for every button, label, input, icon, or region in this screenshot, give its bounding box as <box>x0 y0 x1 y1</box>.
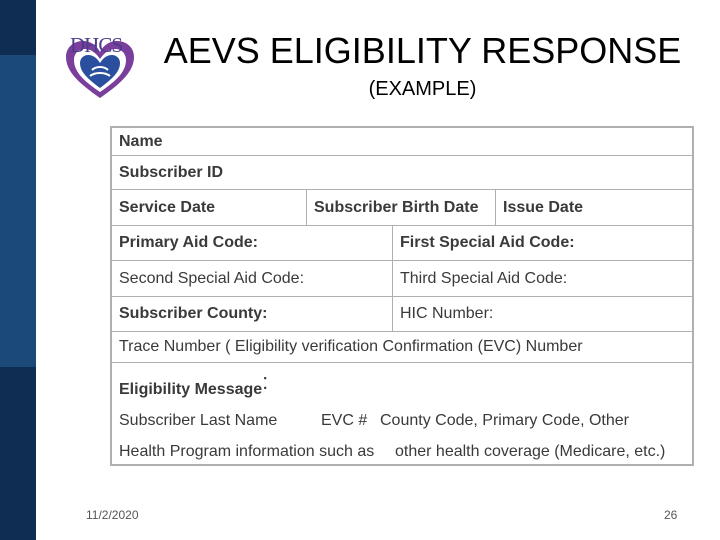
service-date-label: Service Date <box>119 198 216 216</box>
sidebar-band-middle <box>0 55 36 367</box>
subscriber-county-label: Subscriber County: <box>119 305 268 322</box>
row-trace-number <box>112 332 692 363</box>
row-aid-codes-1 <box>112 226 692 261</box>
name-label: Name <box>119 132 163 150</box>
third-special-aid-code-label: Third Special Aid Code: <box>392 261 692 296</box>
subscriber-birth-date-label: Subscriber Birth Date <box>306 190 495 225</box>
sidebar-band-bottom <box>0 367 36 540</box>
first-special-aid-code-label: First Special Aid Code: <box>392 226 692 260</box>
issue-date-label: Issue Date <box>495 190 692 225</box>
row-name <box>112 128 692 156</box>
subscriber-last-name-label: Subscriber Last Name <box>119 412 278 429</box>
sidebar-band <box>0 0 36 540</box>
row-dates <box>112 190 692 226</box>
subscriber-id-label: Subscriber ID <box>119 163 224 181</box>
logo-text: DHCS <box>70 33 123 57</box>
eligibility-response-form <box>110 126 694 466</box>
eligibility-message-label: Eligibility Message: <box>119 369 269 398</box>
trace-number-label: Trace Number ( Eligibility verification Confirmation (EVC) Number <box>119 338 583 355</box>
footer-date: 11/2/2020 <box>86 508 139 522</box>
primary-aid-code-label: Primary Aid Code: <box>119 234 258 251</box>
sidebar-band-top <box>0 0 36 55</box>
row-county-hic <box>112 297 692 332</box>
row-aid-codes-2 <box>112 261 692 297</box>
footer-page-number: 26 <box>664 508 678 522</box>
other-coverage-line: other health coverage (Medicare, etc.) <box>395 443 666 460</box>
second-special-aid-code-label: Second Special Aid Code: <box>119 269 305 287</box>
health-program-line: Health Program information such as <box>119 443 375 460</box>
county-code-line: County Code, Primary Code, Other <box>380 412 629 429</box>
page-subtitle: (EXAMPLE) <box>368 78 477 100</box>
page-title: AEVS ELIGIBILITY RESPONSE <box>163 30 682 71</box>
evc-label: EVC # <box>321 412 368 429</box>
hic-number-label: HIC Number: <box>392 297 692 331</box>
row-subscriber-id <box>112 156 692 190</box>
